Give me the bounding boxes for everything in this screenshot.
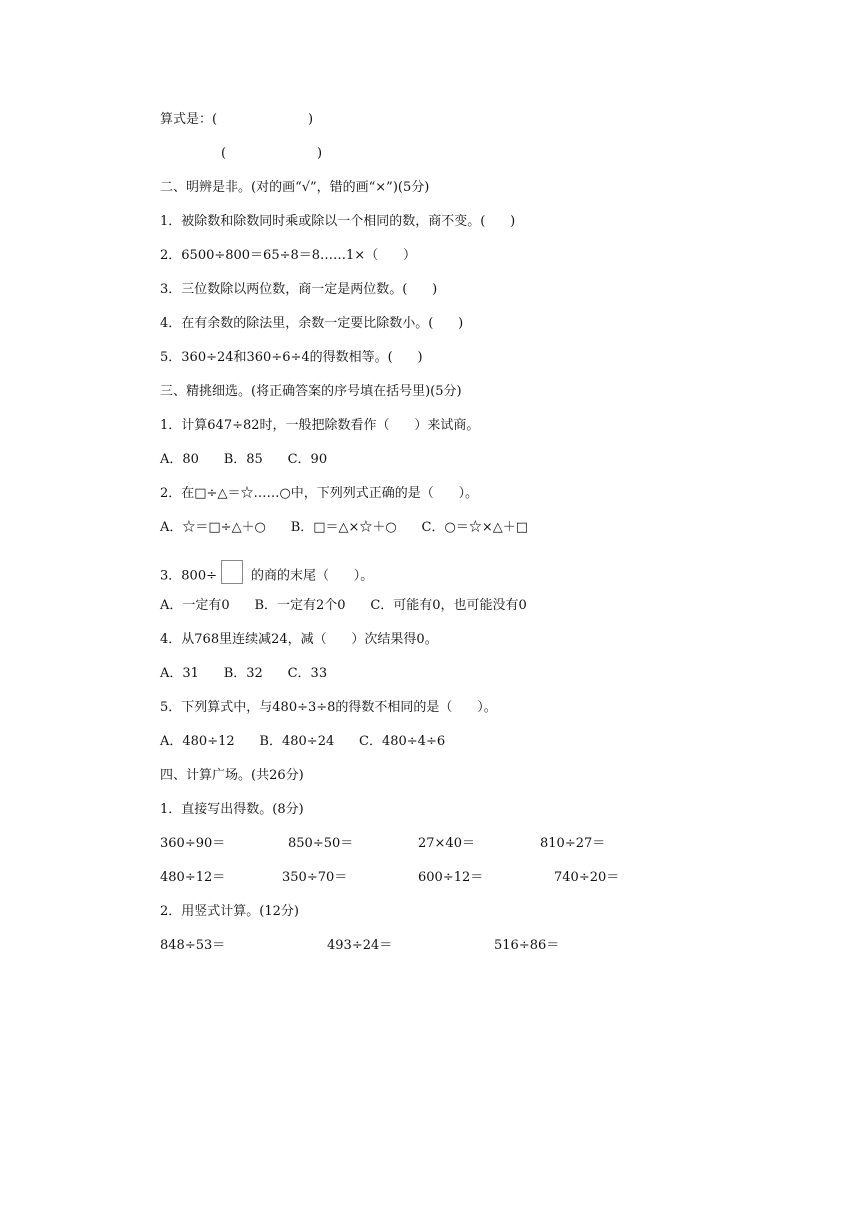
section3-q2-options: A．☆＝□÷△＋○ B．□＝△×☆＋○ C．○＝☆×△＋□ — [160, 520, 529, 535]
calc-1-2: 850÷50＝ — [288, 836, 354, 851]
calc-1-4: 810÷27＝ — [540, 836, 606, 851]
section2-item-4: 4．在有余数的除法里，余数一定要比除数小。( ) — [160, 316, 464, 331]
section4-sub1: 1．直接写出得数。(8分) — [160, 802, 304, 817]
section2-item-3: 3．三位数除以两位数，商一定是两位数。( ) — [160, 282, 438, 297]
section3-q2: 2．在□÷△＝☆……○中，下列列式正确的是（ ）。 — [160, 486, 479, 501]
formula-label: 算式是：( ) — [160, 112, 314, 127]
vertical-calc-2: 493÷24＝ — [327, 938, 393, 953]
section3-q3-prefix: 3．800÷ — [160, 568, 217, 584]
calc-1-3: 27×40＝ — [418, 836, 475, 851]
section3-q1: 1．计算647÷82时，一般把除数看作（ ）来试商。 — [160, 418, 480, 433]
blank-box — [221, 560, 243, 584]
section3-q4-options: A．31 B．32 C．33 — [160, 666, 328, 681]
vertical-calc-1: 848÷53＝ — [160, 938, 226, 953]
section3-q5: 5．下列算式中，与480÷3÷8的得数不相同的是（ ）。 — [160, 700, 497, 715]
section3-q1-options: A．80 B．85 C．90 — [160, 452, 328, 467]
section3-q3 — [160, 564, 373, 588]
calc-2-3: 600÷12＝ — [418, 870, 484, 885]
section2-item-5: 5．360÷24和360÷6÷4的得数相等。( ) — [160, 350, 423, 365]
section2-heading: 二、明辨是非。(对的画“√”，错的画“×”)(5分) — [160, 180, 430, 195]
section3-q5-options: A．480÷12 B．480÷24 C．480÷4÷6 — [160, 734, 446, 749]
section2-item-2: 2．6500÷800＝65÷8＝8……1×（ ） — [160, 248, 416, 263]
calc-1-1: 360÷90＝ — [160, 836, 226, 851]
section2-item-1: 1．被除数和除数同时乘或除以一个相同的数，商不变。( ) — [160, 214, 516, 229]
calc-2-4: 740÷20＝ — [554, 870, 620, 885]
formula-blank-2: ( ) — [221, 146, 323, 161]
section3-q3-suffix: 的商的末尾（ ）。 — [250, 568, 374, 584]
calc-2-2: 350÷70＝ — [282, 870, 348, 885]
section4-sub2: 2．用竖式计算。(12分) — [160, 904, 299, 919]
vertical-calc-3: 516÷86＝ — [494, 938, 560, 953]
section3-q3-options: A．一定有0 B．一定有2个0 C．可能有0，也可能没有0 — [160, 598, 527, 613]
calc-2-1: 480÷12＝ — [160, 870, 226, 885]
section3-heading: 三、精挑细选。(将正确答案的序号填在括号里)(5分) — [160, 384, 462, 399]
section4-heading: 四、计算广场。(共26分) — [160, 768, 304, 783]
section3-q4: 4．从768里连续减24，减（ ）次结果得0。 — [160, 632, 438, 647]
